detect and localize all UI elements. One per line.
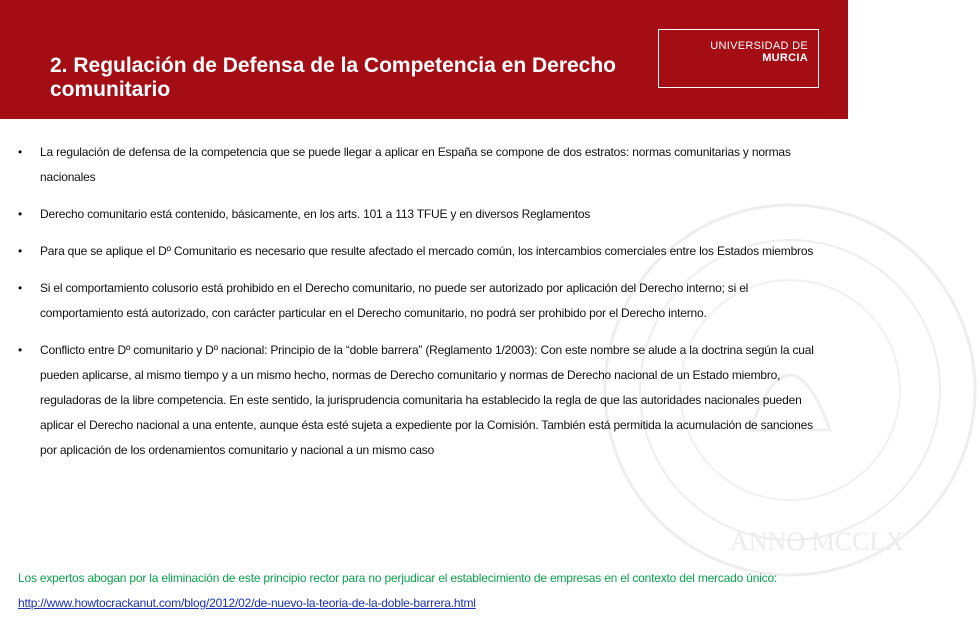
university-logo	[658, 29, 819, 88]
source-link[interactable]: http://www.howtocrackanut.com/blog/2012/02/de-nuevo-la-teoria-de-la-doble-barrera.html	[18, 596, 476, 610]
title-bar	[0, 0, 848, 119]
slide-title: 2. Regulación de Defensa de la Competencia en Derecho comunitario	[50, 54, 617, 101]
bullet-symbol: •	[18, 281, 23, 295]
logo-line-1: UNIVERSIDAD DE	[710, 40, 808, 52]
seal-text: ANNO MCCLX	[730, 527, 905, 556]
list-item	[0, 140, 848, 190]
bullet-text: Para que se aplique el Dº Comunitario es necesario que resulte afectado el mercado común, los intercambios comerciales entre los Estados miembros	[40, 244, 814, 258]
footer-text: Los expertos abogan por la eliminación de este principio rector para no perjudicar el establecimiento de empresas en el contexto del mercado único:	[18, 571, 778, 585]
bullet-symbol: •	[18, 207, 23, 221]
bullet-list	[0, 140, 848, 463]
bullet-symbol: •	[18, 145, 23, 159]
bullet-text: Conflicto entre Dº comunitario y Dº nacional: Principio de la “doble barrera” (Reglamento 1/2003): Con este nombre se alude a la doctrina según la cual pueden aplicarse, al mismo tiempo y a un mismo hecho, normas de Derecho comunitario y normas de Derecho nacional de un Estado miembro, reguladoras de la libre competencia. En este sentido, la jurisprudencia comunitaria ha establecido la regla de que las autoridades nacionales pueden aplicar el Derecho nacional a una entente, aunque ésta esté sujeta a expediente por la Comisión. También está permitida la acumulación de sanciones por aplicación de los ordenamientos comunitario y nacional a un mismo caso	[40, 343, 814, 457]
list-item	[0, 338, 848, 463]
bullet-symbol: •	[18, 343, 23, 357]
logo-line-2: MURCIA	[762, 52, 808, 64]
list-item	[0, 202, 848, 227]
bullet-text: Si el comportamiento colusorio está prohibido en el Derecho comunitario, no puede ser autorizado por aplicación del Derecho interno; si el comportamiento está autorizado, con carácter particular en el Derecho comunitario, no podrá ser prohibido por el Derecho interno.	[40, 281, 749, 320]
list-item	[0, 276, 848, 326]
bullet-text: La regulación de defensa de la competencia que se puede llegar a aplicar en España se compone de dos estratos: normas comunitarias y normas nacionales	[40, 145, 791, 184]
list-item	[0, 239, 848, 264]
footer-note	[18, 566, 828, 616]
bullet-symbol: •	[18, 244, 23, 258]
bullet-text: Derecho comunitario está contenido, básicamente, en los arts. 101 a 113 TFUE y en diversos Reglamentos	[40, 207, 591, 221]
